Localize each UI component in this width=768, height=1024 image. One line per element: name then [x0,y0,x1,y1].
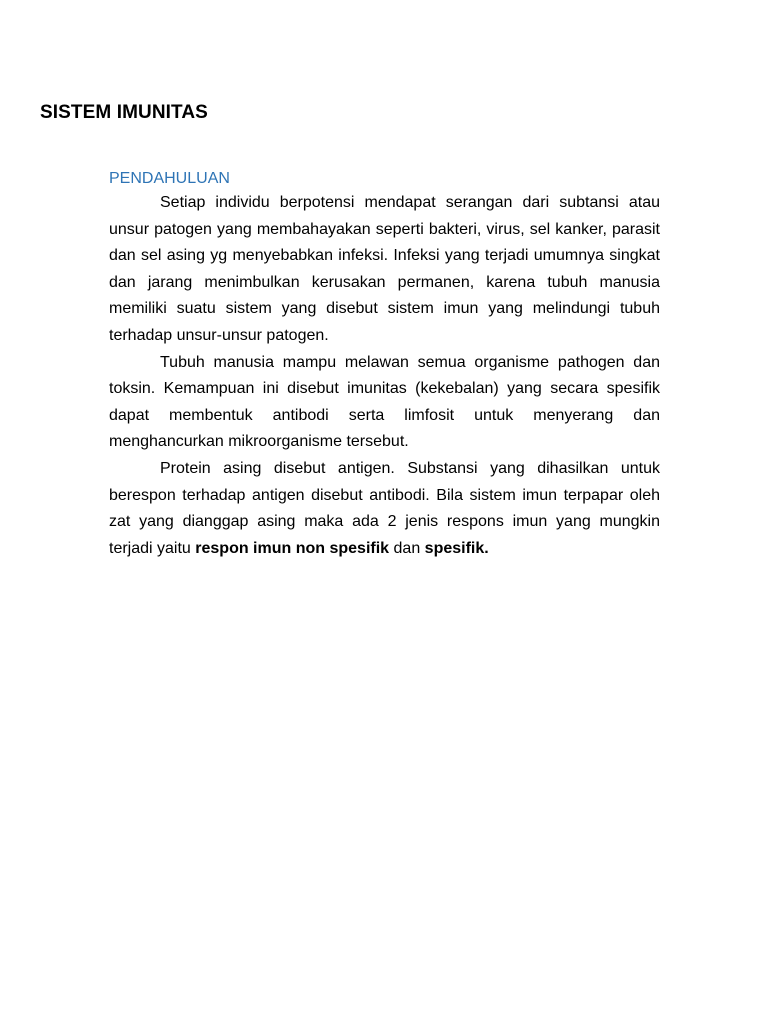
document-title: SISTEM IMUNITAS [40,102,208,123]
paragraph-3-text-middle: dan [389,539,425,557]
intro-section [109,168,660,562]
bold-term-specific: spesifik. [424,539,489,557]
paragraph-3 [109,456,660,562]
paragraph-2: Tubuh manusia mampu melawan semua organisme pathogen dan toksin. Kemampuan ini disebut imunitas (kekebalan) yang secara spesifik dapat membentuk antibodi serta limfosit untuk menyerang dan menghancurkan mikroorganisme tersebut. [109,353,660,451]
bold-term-non-specific: respon imun non spesifik [195,539,390,557]
paragraph-1: Setiap individu berpotensi mendapat serangan dari subtansi atau unsur patogen yang membahayakan seperti bakteri, virus, sel kanker, parasit dan sel asing yg menyebabkan infeksi. Infeksi yang terjadi umumnya singkat dan jarang menimbulkan kerusakan permanen, karena tubuh manusia memiliki suatu sistem yang disebut sistem imun yang melindungi tubuh terhadap unsur-unsur patogen. [109,194,660,344]
paragraph-3-text-start: Protein asing disebut antigen. Substansi yang dihasilkan untuk berespon terhadap antigen disebut antibodi. Bila sistem imun terpapar oleh zat yang dianggap asing maka ada 2 jenis respons imun yang mungkin terjadi yaitu [109,459,660,557]
section-heading: PENDAHULUAN [109,170,230,187]
